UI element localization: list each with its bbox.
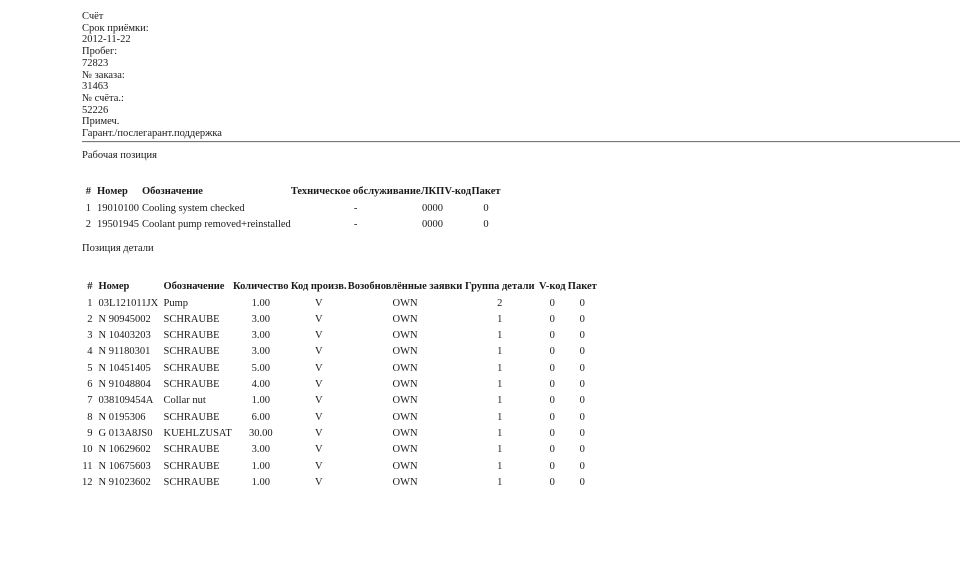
header-line: № заказа: <box>82 69 125 81</box>
table-cell: 6.00 <box>251 411 270 423</box>
table-cell: 2 <box>87 313 93 325</box>
header-line: Срок приёмки: <box>82 22 149 34</box>
divider <box>82 141 960 143</box>
table-cell: 6 <box>87 379 93 391</box>
table-cell: SCHRAUBE <box>163 411 220 423</box>
header-row <box>82 279 597 295</box>
table-cell: N 10675603 <box>98 460 151 472</box>
table-cell: 19501945 <box>97 218 139 230</box>
column-header: Пакет <box>471 186 501 198</box>
table-row <box>82 328 597 344</box>
table-cell: - <box>353 202 358 214</box>
table-cell: 0 <box>549 362 555 374</box>
table-cell: V <box>314 427 323 439</box>
parts-section-title: Позиция детали <box>82 242 154 254</box>
table-row <box>82 376 597 392</box>
table-cell: 0 <box>579 313 585 325</box>
table-cell: V <box>314 313 323 325</box>
table-cell: 8 <box>87 411 93 423</box>
header-line: 2012-11-22 <box>82 34 131 46</box>
table-cell: 0 <box>579 476 585 488</box>
table-cell: OWN <box>392 460 418 472</box>
table-row <box>82 474 597 490</box>
table-cell: 0 <box>549 427 555 439</box>
column-header: V-код <box>539 281 566 293</box>
column-header: Обозначение <box>163 281 225 293</box>
table-cell: 11 <box>82 460 93 472</box>
column-header: # <box>87 281 93 293</box>
table-cell: 3 <box>87 330 93 342</box>
table-cell: - <box>353 218 358 230</box>
table-cell: V <box>314 411 323 423</box>
table-cell: 0 <box>549 297 555 309</box>
table-cell: SCHRAUBE <box>163 476 220 488</box>
table-cell: 5.00 <box>251 362 270 374</box>
table-cell: N 0195306 <box>98 411 146 423</box>
table-cell <box>445 216 471 232</box>
table-cell: OWN <box>392 476 418 488</box>
table-cell: 12 <box>82 476 93 488</box>
table-cell: 5 <box>87 362 93 374</box>
table-cell: 03L121011JX <box>98 297 159 309</box>
table-cell: 0 <box>483 202 489 214</box>
table-cell: 1.00 <box>251 476 270 488</box>
table-cell: 1 <box>85 202 91 214</box>
column-header: Возобновлённые заявки <box>347 281 463 293</box>
table-cell: 4 <box>87 346 93 358</box>
table-cell: V <box>314 395 323 407</box>
work-table-head <box>82 184 501 200</box>
table-cell: 3.00 <box>251 444 270 456</box>
table-cell: 1 <box>497 313 503 325</box>
header-line: Счёт <box>82 11 104 22</box>
column-header: Пакет <box>567 281 597 293</box>
table-cell: 0 <box>549 460 555 472</box>
header-line: Пробег: <box>82 46 118 58</box>
invoice-header <box>82 11 960 140</box>
column-header: ЛКП <box>420 186 445 198</box>
table-cell: V <box>314 330 323 342</box>
table-cell: OWN <box>392 297 418 309</box>
header-line: 31463 <box>82 81 109 93</box>
table-cell: Pump <box>163 297 189 309</box>
table-cell: 1 <box>497 379 503 391</box>
table-cell: 2 <box>85 218 91 230</box>
table-row <box>82 200 501 216</box>
table-cell: N 10629602 <box>98 444 151 456</box>
table-cell: OWN <box>392 346 418 358</box>
parts-table <box>82 279 597 491</box>
header-line: 72823 <box>82 57 109 69</box>
table-cell: V <box>314 346 323 358</box>
table-cell: SCHRAUBE <box>163 346 220 358</box>
table-cell: 30.00 <box>248 427 273 439</box>
header-line: Примеч. <box>82 116 120 128</box>
table-cell: N 91023602 <box>98 476 151 488</box>
work-items-table <box>82 184 501 233</box>
table-cell: 1 <box>497 427 503 439</box>
table-cell: 19010100 <box>97 202 139 214</box>
table-row <box>82 425 597 441</box>
table-cell: N 10451405 <box>98 362 151 374</box>
table-cell: 0 <box>579 411 585 423</box>
table-cell: V <box>314 444 323 456</box>
table-cell: OWN <box>392 313 418 325</box>
table-cell: 1.00 <box>251 460 270 472</box>
table-cell: 0 <box>579 330 585 342</box>
table-cell: 3.00 <box>251 346 270 358</box>
table-cell: OWN <box>392 330 418 342</box>
column-header: Номер <box>98 281 130 293</box>
table-cell: 0 <box>549 395 555 407</box>
table-cell: KUEHLZUSAT <box>163 427 232 439</box>
table-row <box>82 458 597 474</box>
column-header: V-код <box>444 186 472 198</box>
table-cell: V <box>314 379 323 391</box>
table-cell: 0 <box>549 330 555 342</box>
table-cell: 1.00 <box>251 297 270 309</box>
table-cell: OWN <box>392 411 418 423</box>
work-table-body <box>82 200 501 233</box>
table-cell: 1 <box>87 297 93 309</box>
parts-table-head <box>82 279 597 295</box>
table-cell: 7 <box>87 395 93 407</box>
table-cell: 0000 <box>422 218 444 230</box>
table-cell: 1 <box>497 362 503 374</box>
table-cell: 0 <box>579 346 585 358</box>
table-row <box>82 360 597 376</box>
table-cell: 0 <box>579 395 585 407</box>
table-cell: 1 <box>497 444 503 456</box>
column-header: Количество <box>232 281 289 293</box>
table-cell: N 90945002 <box>98 313 151 325</box>
table-cell: 0 <box>549 379 555 391</box>
table-cell: 0 <box>483 218 489 230</box>
table-cell: 0 <box>579 379 585 391</box>
header-row <box>82 184 501 200</box>
table-cell: N 91180301 <box>98 346 151 358</box>
table-cell: 1 <box>497 330 503 342</box>
work-section-title: Рабочая позиция <box>82 149 157 161</box>
table-cell: V <box>314 362 323 374</box>
table-cell: SCHRAUBE <box>163 379 220 391</box>
table-cell: Cooling system checked <box>142 202 245 214</box>
table-cell: 2 <box>497 297 503 309</box>
table-row <box>82 442 597 458</box>
table-cell: SCHRAUBE <box>163 444 220 456</box>
table-cell: Collar nut <box>163 395 206 407</box>
table-cell: N 10403203 <box>98 330 151 342</box>
table-cell: 4.00 <box>251 379 270 391</box>
table-cell: G 013A8JS0 <box>98 427 153 439</box>
table-cell <box>445 200 471 216</box>
table-cell: OWN <box>392 379 418 391</box>
column-header: Обозначение <box>142 186 203 198</box>
table-cell: V <box>314 476 323 488</box>
table-cell: V <box>314 297 323 309</box>
table-cell: 1 <box>497 346 503 358</box>
table-cell: 1.00 <box>251 395 270 407</box>
table-cell: 0 <box>579 460 585 472</box>
table-cell: 0 <box>549 346 555 358</box>
table-row <box>82 295 597 311</box>
table-cell: 10 <box>82 444 93 456</box>
table-cell: 0000 <box>422 202 444 214</box>
table-row <box>82 393 597 409</box>
parts-table-body <box>82 295 597 491</box>
table-cell: 0 <box>579 427 585 439</box>
table-cell: Coolant pump removed+reinstalled <box>142 218 291 230</box>
table-cell: OWN <box>392 362 418 374</box>
table-cell: 0 <box>579 297 585 309</box>
table-row <box>82 409 597 425</box>
column-header: Код произв. <box>290 281 347 293</box>
header-line: Гарант./послегарант.поддержка <box>82 128 222 140</box>
table-cell: 3.00 <box>251 313 270 325</box>
column-header: Техническое обслуживание <box>290 186 421 198</box>
table-cell: OWN <box>392 444 418 456</box>
table-row <box>82 344 597 360</box>
table-cell: SCHRAUBE <box>163 362 220 374</box>
table-cell: 1 <box>497 460 503 472</box>
header-line: 52226 <box>82 104 109 116</box>
table-cell: OWN <box>392 427 418 439</box>
document-content <box>82 0 960 490</box>
column-header: # <box>85 186 91 198</box>
table-cell: SCHRAUBE <box>163 330 220 342</box>
table-cell: 0 <box>549 444 555 456</box>
table-cell: 0 <box>579 444 585 456</box>
table-cell: OWN <box>392 395 418 407</box>
table-cell: 038109454A <box>98 395 154 407</box>
table-row <box>82 216 501 232</box>
table-cell: 0 <box>549 411 555 423</box>
header-line: № счёта.: <box>82 92 124 104</box>
table-cell: 3.00 <box>251 330 270 342</box>
column-header: Номер <box>97 186 128 198</box>
table-row <box>82 311 597 327</box>
table-cell: SCHRAUBE <box>163 313 220 325</box>
table-cell: N 91048804 <box>98 379 151 391</box>
table-cell: 0 <box>579 362 585 374</box>
table-cell: 0 <box>549 313 555 325</box>
table-cell: SCHRAUBE <box>163 460 220 472</box>
table-cell: 1 <box>497 411 503 423</box>
column-header: Группа детали <box>465 281 535 293</box>
table-cell: 1 <box>497 395 503 407</box>
table-cell: V <box>314 460 323 472</box>
table-cell: 0 <box>549 476 555 488</box>
table-cell: 1 <box>497 476 503 488</box>
table-cell: 9 <box>87 427 93 439</box>
